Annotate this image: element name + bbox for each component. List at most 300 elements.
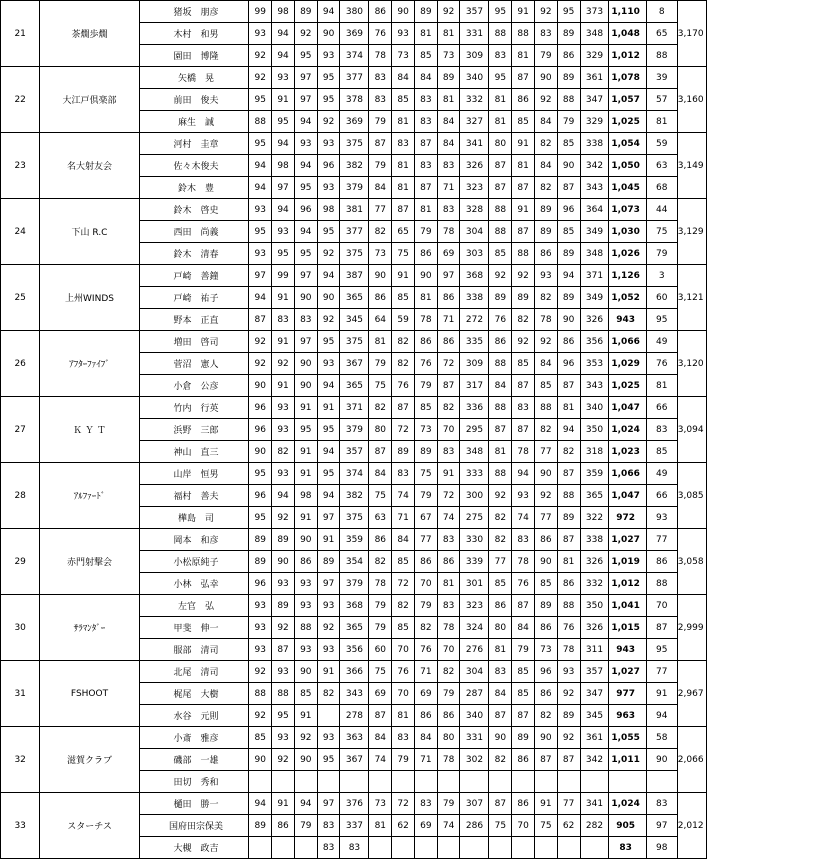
series-score: 94 bbox=[294, 155, 317, 177]
series-subtotal: 307 bbox=[460, 793, 489, 815]
team-rank: 24 bbox=[1, 199, 40, 265]
member-place: 95 bbox=[646, 639, 677, 661]
series-score: 91 bbox=[317, 661, 340, 683]
series-subtotal: 83 bbox=[340, 837, 369, 859]
series-subtotal: 371 bbox=[580, 265, 609, 287]
series-score: 71 bbox=[414, 661, 437, 683]
series-subtotal: 367 bbox=[340, 749, 369, 771]
series-subtotal: 323 bbox=[460, 595, 489, 617]
series-score: 77 bbox=[557, 793, 580, 815]
series-score: 93 bbox=[249, 595, 272, 617]
series-score: 95 bbox=[557, 1, 580, 23]
member-name: 水谷 元則 bbox=[139, 705, 249, 727]
series-score: 85 bbox=[249, 727, 272, 749]
series-score: 88 bbox=[489, 199, 512, 221]
table-row bbox=[1, 1, 829, 23]
series-score: 76 bbox=[369, 23, 392, 45]
team-rank: 33 bbox=[1, 793, 40, 859]
series-subtotal: 377 bbox=[340, 67, 369, 89]
series-subtotal: 373 bbox=[580, 1, 609, 23]
series-score: 97 bbox=[317, 507, 340, 529]
series-score: 84 bbox=[534, 353, 557, 375]
member-total: 1,027 bbox=[609, 661, 646, 683]
series-score: 89 bbox=[294, 1, 317, 23]
series-score: 82 bbox=[392, 331, 415, 353]
series-score: 89 bbox=[437, 67, 460, 89]
series-score: 87 bbox=[512, 67, 535, 89]
series-score: 79 bbox=[369, 155, 392, 177]
series-score: 98 bbox=[317, 199, 340, 221]
series-score: 80 bbox=[369, 419, 392, 441]
member-total: 1,024 bbox=[609, 419, 646, 441]
table-row bbox=[1, 661, 829, 683]
series-score: 80 bbox=[489, 617, 512, 639]
series-score: 82 bbox=[534, 177, 557, 199]
series-subtotal: 356 bbox=[340, 639, 369, 661]
series-subtotal: 326 bbox=[460, 155, 489, 177]
series-score: 71 bbox=[392, 507, 415, 529]
member-name: 増田 啓司 bbox=[139, 331, 249, 353]
series-score: 94 bbox=[294, 221, 317, 243]
series-score: 83 bbox=[437, 155, 460, 177]
series-score: 90 bbox=[249, 441, 272, 463]
series-score: 97 bbox=[294, 265, 317, 287]
series-score: 93 bbox=[534, 265, 557, 287]
member-place: 66 bbox=[646, 485, 677, 507]
member-total: 1,066 bbox=[609, 463, 646, 485]
series-score: 90 bbox=[414, 265, 437, 287]
series-score: 90 bbox=[317, 287, 340, 309]
series-score: 90 bbox=[317, 23, 340, 45]
series-score: 86 bbox=[414, 331, 437, 353]
series-subtotal: 340 bbox=[460, 705, 489, 727]
series-score: 87 bbox=[392, 397, 415, 419]
series-score: 89 bbox=[414, 1, 437, 23]
series-score: 91 bbox=[272, 793, 295, 815]
series-score: 83 bbox=[437, 199, 460, 221]
series-subtotal: 329 bbox=[580, 45, 609, 67]
series-score: 86 bbox=[534, 529, 557, 551]
member-place: 49 bbox=[646, 331, 677, 353]
series-subtotal: 375 bbox=[340, 331, 369, 353]
team-rank: 22 bbox=[1, 67, 40, 133]
table-row bbox=[1, 727, 829, 749]
team-rank: 30 bbox=[1, 595, 40, 661]
series-score: 85 bbox=[534, 573, 557, 595]
member-name: 国府田宗保美 bbox=[139, 815, 249, 837]
team-rank: 28 bbox=[1, 463, 40, 529]
series-score: 72 bbox=[392, 573, 415, 595]
series-score: 93 bbox=[392, 23, 415, 45]
series-score: 82 bbox=[414, 617, 437, 639]
series-score: 96 bbox=[317, 155, 340, 177]
series-score: 77 bbox=[414, 529, 437, 551]
series-score: 73 bbox=[437, 45, 460, 67]
member-name: 北尾 清司 bbox=[139, 661, 249, 683]
series-score: 89 bbox=[557, 705, 580, 727]
team-total: 2,999 bbox=[677, 595, 706, 661]
series-score: 91 bbox=[317, 529, 340, 551]
series-score: 88 bbox=[512, 23, 535, 45]
series-subtotal: 282 bbox=[580, 815, 609, 837]
series-score: 85 bbox=[512, 683, 535, 705]
series-subtotal: 326 bbox=[580, 551, 609, 573]
series-score: 90 bbox=[294, 749, 317, 771]
series-score: 95 bbox=[294, 45, 317, 67]
series-score: 92 bbox=[489, 485, 512, 507]
member-name: 梶尾 大樹 bbox=[139, 683, 249, 705]
series-subtotal: 369 bbox=[340, 23, 369, 45]
series-score: 87 bbox=[437, 375, 460, 397]
series-score: 85 bbox=[294, 683, 317, 705]
series-score: 95 bbox=[294, 419, 317, 441]
series-score: 91 bbox=[272, 287, 295, 309]
series-score: 82 bbox=[369, 221, 392, 243]
series-score: 96 bbox=[294, 199, 317, 221]
member-name: 服部 清司 bbox=[139, 639, 249, 661]
team-name: 大江戸倶楽部 bbox=[40, 67, 139, 133]
team-rank: 23 bbox=[1, 133, 40, 199]
series-score: 69 bbox=[414, 815, 437, 837]
member-total: 1,024 bbox=[609, 793, 646, 815]
series-score: 97 bbox=[294, 67, 317, 89]
series-subtotal: 326 bbox=[580, 617, 609, 639]
series-score: 81 bbox=[489, 441, 512, 463]
team-total: 3,094 bbox=[677, 397, 706, 463]
member-place: 88 bbox=[646, 573, 677, 595]
series-score: 90 bbox=[294, 353, 317, 375]
member-name: 鈴木 豊 bbox=[139, 177, 249, 199]
member-name: 小松原純子 bbox=[139, 551, 249, 573]
series-score: 77 bbox=[489, 551, 512, 573]
series-score: 78 bbox=[369, 45, 392, 67]
series-score: 84 bbox=[392, 67, 415, 89]
series-score: 96 bbox=[249, 573, 272, 595]
series-score: 89 bbox=[534, 221, 557, 243]
series-score: 94 bbox=[249, 177, 272, 199]
series-score bbox=[369, 771, 392, 793]
series-score: 86 bbox=[557, 45, 580, 67]
member-total: 1,047 bbox=[609, 485, 646, 507]
series-score: 94 bbox=[557, 419, 580, 441]
series-score: 79 bbox=[437, 683, 460, 705]
series-score: 92 bbox=[249, 705, 272, 727]
series-subtotal: 303 bbox=[460, 243, 489, 265]
series-score: 95 bbox=[249, 463, 272, 485]
member-place: 87 bbox=[646, 617, 677, 639]
series-score: 87 bbox=[557, 749, 580, 771]
series-score: 72 bbox=[392, 793, 415, 815]
team-name: ｻﾗﾏﾝﾀﾞｰ bbox=[40, 595, 139, 661]
member-place: 77 bbox=[646, 529, 677, 551]
series-subtotal bbox=[460, 771, 489, 793]
series-score: 75 bbox=[369, 375, 392, 397]
series-score: 82 bbox=[369, 397, 392, 419]
member-name: 戸崎 善鐘 bbox=[139, 265, 249, 287]
member-name: 菅沼 憲人 bbox=[139, 353, 249, 375]
series-score: 84 bbox=[437, 111, 460, 133]
series-score bbox=[317, 705, 340, 727]
series-score: 91 bbox=[294, 441, 317, 463]
series-subtotal: 349 bbox=[580, 221, 609, 243]
series-score: 86 bbox=[512, 793, 535, 815]
series-score: 92 bbox=[294, 23, 317, 45]
team-name: FSHOOT bbox=[40, 661, 139, 727]
series-subtotal: 338 bbox=[580, 133, 609, 155]
series-subtotal: 323 bbox=[460, 177, 489, 199]
team-total: 3,160 bbox=[677, 67, 706, 133]
series-subtotal: 368 bbox=[340, 595, 369, 617]
series-score: 87 bbox=[512, 375, 535, 397]
series-score: 79 bbox=[512, 639, 535, 661]
table-row bbox=[1, 793, 829, 815]
series-score: 77 bbox=[369, 199, 392, 221]
series-subtotal: 331 bbox=[460, 23, 489, 45]
series-score: 85 bbox=[534, 375, 557, 397]
series-subtotal: 331 bbox=[460, 727, 489, 749]
series-subtotal bbox=[580, 771, 609, 793]
series-score: 83 bbox=[317, 837, 340, 859]
series-score: 92 bbox=[534, 89, 557, 111]
series-subtotal: 361 bbox=[580, 67, 609, 89]
series-subtotal: 371 bbox=[340, 397, 369, 419]
series-score: 79 bbox=[414, 485, 437, 507]
team-name: 滋賀クラブ bbox=[40, 727, 139, 793]
series-score: 87 bbox=[414, 133, 437, 155]
series-score bbox=[317, 771, 340, 793]
team-name: 名大射友会 bbox=[40, 133, 139, 199]
series-subtotal: 304 bbox=[460, 221, 489, 243]
series-score: 93 bbox=[557, 661, 580, 683]
series-score: 94 bbox=[272, 485, 295, 507]
series-score: 76 bbox=[392, 661, 415, 683]
series-score: 84 bbox=[369, 177, 392, 199]
series-score: 95 bbox=[272, 243, 295, 265]
series-subtotal: 374 bbox=[340, 463, 369, 485]
series-score: 87 bbox=[512, 419, 535, 441]
series-score: 90 bbox=[249, 375, 272, 397]
series-score: 83 bbox=[369, 89, 392, 111]
series-score: 86 bbox=[557, 331, 580, 353]
member-name: 福村 善夫 bbox=[139, 485, 249, 507]
member-place: 3 bbox=[646, 265, 677, 287]
series-score: 86 bbox=[294, 551, 317, 573]
series-score: 95 bbox=[489, 1, 512, 23]
series-score: 72 bbox=[437, 353, 460, 375]
member-place: 94 bbox=[646, 705, 677, 727]
series-subtotal: 309 bbox=[460, 353, 489, 375]
team-name: 茶燗歩燗 bbox=[40, 1, 139, 67]
series-score: 91 bbox=[512, 199, 535, 221]
series-score: 91 bbox=[294, 397, 317, 419]
series-subtotal: 365 bbox=[340, 617, 369, 639]
series-subtotal: 343 bbox=[580, 177, 609, 199]
series-subtotal: 327 bbox=[460, 111, 489, 133]
member-total: 1,066 bbox=[609, 331, 646, 353]
series-score: 63 bbox=[369, 507, 392, 529]
series-subtotal: 295 bbox=[460, 419, 489, 441]
series-score: 73 bbox=[392, 45, 415, 67]
series-score: 92 bbox=[437, 1, 460, 23]
member-total: 1,019 bbox=[609, 551, 646, 573]
series-subtotal: 272 bbox=[460, 309, 489, 331]
series-score: 70 bbox=[392, 639, 415, 661]
series-score: 93 bbox=[272, 573, 295, 595]
series-score: 89 bbox=[249, 529, 272, 551]
series-score: 70 bbox=[437, 419, 460, 441]
series-score: 81 bbox=[369, 815, 392, 837]
series-subtotal: 359 bbox=[580, 463, 609, 485]
member-place: 79 bbox=[646, 243, 677, 265]
member-total: 83 bbox=[609, 837, 646, 859]
series-score: 96 bbox=[249, 397, 272, 419]
team-name: 赤門射撃会 bbox=[40, 529, 139, 595]
series-score: 93 bbox=[272, 221, 295, 243]
series-score: 73 bbox=[534, 639, 557, 661]
series-score: 89 bbox=[272, 595, 295, 617]
series-score: 93 bbox=[294, 639, 317, 661]
series-score: 86 bbox=[534, 617, 557, 639]
series-score: 81 bbox=[437, 89, 460, 111]
series-score: 74 bbox=[369, 749, 392, 771]
series-score bbox=[272, 837, 295, 859]
member-total: 1,078 bbox=[609, 67, 646, 89]
member-place: 83 bbox=[646, 793, 677, 815]
series-score: 82 bbox=[534, 287, 557, 309]
series-subtotal: 341 bbox=[460, 133, 489, 155]
series-score: 92 bbox=[317, 309, 340, 331]
series-score: 93 bbox=[317, 727, 340, 749]
series-score: 82 bbox=[557, 441, 580, 463]
series-score: 88 bbox=[534, 397, 557, 419]
member-name: 野本 正直 bbox=[139, 309, 249, 331]
member-name: 西田 尚義 bbox=[139, 221, 249, 243]
series-score: 82 bbox=[272, 441, 295, 463]
series-score: 60 bbox=[369, 639, 392, 661]
series-score: 92 bbox=[249, 353, 272, 375]
series-score: 75 bbox=[369, 661, 392, 683]
series-score: 86 bbox=[437, 287, 460, 309]
series-score: 94 bbox=[272, 199, 295, 221]
series-score: 91 bbox=[272, 89, 295, 111]
member-total: 1,026 bbox=[609, 243, 646, 265]
series-score: 92 bbox=[534, 331, 557, 353]
series-score bbox=[294, 837, 317, 859]
series-score: 71 bbox=[414, 749, 437, 771]
series-score: 98 bbox=[272, 1, 295, 23]
series-score: 62 bbox=[392, 815, 415, 837]
series-score: 76 bbox=[557, 617, 580, 639]
series-score: 83 bbox=[272, 309, 295, 331]
member-name: 岡本 和彦 bbox=[139, 529, 249, 551]
series-subtotal: 332 bbox=[580, 573, 609, 595]
series-score: 91 bbox=[294, 463, 317, 485]
series-score: 87 bbox=[489, 419, 512, 441]
series-score: 83 bbox=[317, 815, 340, 837]
member-total: 905 bbox=[609, 815, 646, 837]
series-score: 70 bbox=[414, 573, 437, 595]
series-score: 75 bbox=[369, 485, 392, 507]
series-score: 85 bbox=[392, 287, 415, 309]
series-score: 90 bbox=[534, 551, 557, 573]
series-subtotal: 278 bbox=[340, 705, 369, 727]
series-score: 99 bbox=[272, 265, 295, 287]
member-place: 77 bbox=[646, 661, 677, 683]
series-score: 96 bbox=[557, 199, 580, 221]
series-subtotal: 387 bbox=[340, 265, 369, 287]
series-score: 87 bbox=[557, 375, 580, 397]
series-score: 88 bbox=[512, 243, 535, 265]
series-subtotal: 353 bbox=[580, 353, 609, 375]
table-row bbox=[1, 133, 829, 155]
member-place: 66 bbox=[646, 397, 677, 419]
team-name: ｱﾙﾌｧｰﾄﾞ bbox=[40, 463, 139, 529]
series-score: 86 bbox=[489, 331, 512, 353]
table-row bbox=[1, 397, 829, 419]
series-score bbox=[392, 771, 415, 793]
series-subtotal: 354 bbox=[340, 551, 369, 573]
team-name: Ｋ Ｙ Ｔ bbox=[40, 397, 139, 463]
series-score: 86 bbox=[557, 573, 580, 595]
series-score: 79 bbox=[414, 595, 437, 617]
team-rank: 32 bbox=[1, 727, 40, 793]
series-score: 73 bbox=[414, 419, 437, 441]
series-score: 81 bbox=[512, 155, 535, 177]
series-score: 69 bbox=[437, 243, 460, 265]
series-score: 88 bbox=[489, 463, 512, 485]
series-score: 93 bbox=[249, 199, 272, 221]
series-score: 86 bbox=[414, 705, 437, 727]
member-place: 95 bbox=[646, 309, 677, 331]
series-score: 78 bbox=[437, 749, 460, 771]
series-score: 83 bbox=[512, 397, 535, 419]
series-score bbox=[392, 837, 415, 859]
series-score: 90 bbox=[294, 287, 317, 309]
series-subtotal: 375 bbox=[340, 507, 369, 529]
series-score: 77 bbox=[534, 441, 557, 463]
series-score: 89 bbox=[557, 507, 580, 529]
series-score: 81 bbox=[557, 551, 580, 573]
series-score: 82 bbox=[317, 683, 340, 705]
series-score: 88 bbox=[489, 397, 512, 419]
series-subtotal: 348 bbox=[580, 243, 609, 265]
series-score: 92 bbox=[534, 485, 557, 507]
series-score bbox=[369, 837, 392, 859]
series-score: 59 bbox=[392, 309, 415, 331]
table-row bbox=[1, 595, 829, 617]
team-rank: 31 bbox=[1, 661, 40, 727]
series-score: 87 bbox=[534, 749, 557, 771]
series-score: 82 bbox=[369, 551, 392, 573]
series-score: 74 bbox=[392, 485, 415, 507]
series-score: 92 bbox=[272, 353, 295, 375]
series-score: 79 bbox=[414, 375, 437, 397]
series-score: 85 bbox=[557, 133, 580, 155]
series-subtotal: 357 bbox=[460, 1, 489, 23]
member-total: 1,012 bbox=[609, 573, 646, 595]
series-score: 83 bbox=[392, 463, 415, 485]
member-place: 93 bbox=[646, 507, 677, 529]
member-place: 83 bbox=[646, 419, 677, 441]
series-score: 93 bbox=[249, 617, 272, 639]
series-score: 75 bbox=[414, 463, 437, 485]
member-total: 1,126 bbox=[609, 265, 646, 287]
series-subtotal: 345 bbox=[340, 309, 369, 331]
series-subtotal: 382 bbox=[340, 155, 369, 177]
series-score: 78 bbox=[437, 221, 460, 243]
series-score: 85 bbox=[512, 661, 535, 683]
member-place: 88 bbox=[646, 45, 677, 67]
